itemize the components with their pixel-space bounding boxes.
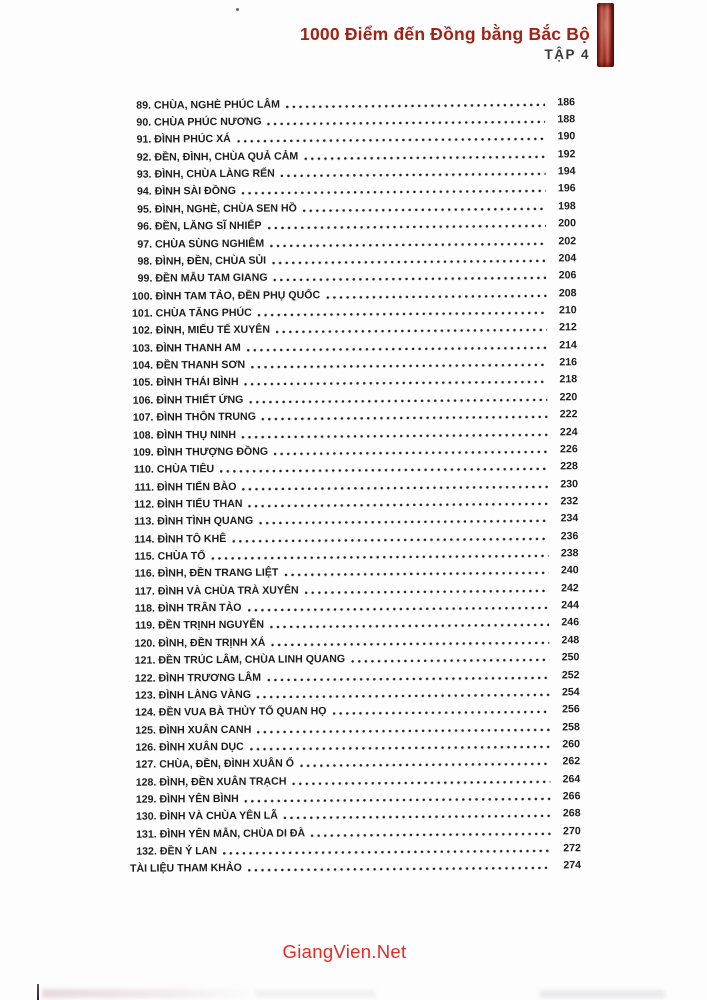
toc-entry-title: ĐÌNH VÀ CHÙA TRÀ XUYÊN bbox=[157, 584, 299, 598]
dot-leader bbox=[259, 520, 548, 525]
dot-leader bbox=[232, 537, 548, 542]
toc-entry-number: 107. bbox=[132, 411, 154, 424]
toc-entry-title: ĐÌNH THÔN TRUNG bbox=[156, 410, 256, 424]
toc-entry-page: 236 bbox=[560, 529, 579, 543]
toc-entry-page: 264 bbox=[562, 772, 581, 786]
toc-entry-page: 274 bbox=[563, 859, 582, 872]
toc-entry-page: 242 bbox=[561, 581, 579, 595]
toc-entry-title: ĐỀN, LĂNG SĨ NHIẾP bbox=[154, 219, 262, 233]
dot-leader bbox=[257, 693, 550, 698]
dot-leader bbox=[245, 381, 548, 386]
dot-leader bbox=[248, 867, 551, 872]
toc-entry-number: 127. bbox=[135, 758, 157, 772]
toc-entry-number: 98. bbox=[137, 255, 153, 268]
toc-entry-title: ĐÌNH LÀNG VÀNG bbox=[158, 688, 252, 702]
toc-entry-page: 250 bbox=[561, 651, 580, 664]
dot-leader bbox=[270, 242, 546, 247]
toc-entry-page: 204 bbox=[558, 252, 577, 265]
dot-leader bbox=[326, 294, 546, 299]
dot-leader bbox=[276, 329, 547, 334]
dot-leader bbox=[303, 207, 546, 212]
toc-entry-title: ĐÌNH TIẾN BÀO bbox=[156, 480, 237, 494]
toc-entry-page: 246 bbox=[561, 616, 580, 629]
toc-entry-page: 202 bbox=[558, 234, 577, 247]
dot-leader bbox=[305, 589, 549, 594]
toc-entry-page: 272 bbox=[563, 842, 581, 855]
dot-leader bbox=[242, 485, 548, 490]
toc-entry-page: 260 bbox=[562, 738, 581, 751]
dot-leader bbox=[249, 398, 547, 403]
toc-list bbox=[121, 93, 581, 878]
toc-entry-title: ĐÌNH, ĐỀN XUÂN TRẠCH bbox=[159, 775, 287, 789]
toc-entry-number: 91. bbox=[136, 133, 152, 147]
toc-entry-title: ĐÌNH THỤ NINH bbox=[156, 428, 237, 442]
toc-entry-page: 218 bbox=[559, 373, 578, 386]
dot-leader bbox=[237, 138, 545, 143]
toc-entry-page: 220 bbox=[559, 391, 578, 404]
dot-leader bbox=[223, 850, 551, 856]
toc-entry-number: 100. bbox=[131, 290, 153, 303]
dot-leader bbox=[258, 311, 547, 316]
toc-entry-page: 262 bbox=[562, 755, 581, 768]
toc-entry-page: 208 bbox=[558, 286, 577, 299]
toc-entry-page: 192 bbox=[557, 147, 576, 161]
toc-entry-title: ĐÌNH SÀI ĐỒNG bbox=[154, 185, 236, 199]
toc-entry-number: 93. bbox=[136, 168, 152, 181]
toc-entry-number: 121. bbox=[134, 654, 156, 667]
toc-entry-number: 115. bbox=[134, 550, 155, 563]
toc-entry-page: 258 bbox=[562, 720, 580, 733]
toc-entry-number: 96. bbox=[137, 220, 153, 233]
toc-entry-page: 194 bbox=[557, 165, 576, 178]
toc-entry-title: ĐÌNH, MIẾU TẾ XUYÊN bbox=[155, 323, 271, 337]
toc-entry-title: ĐÌNH VÀ CHÙA YÊN LÃ bbox=[159, 809, 278, 823]
toc-entry-title: CHÙA TIÊU bbox=[156, 463, 215, 476]
toc-entry-title: CHÙA TỔ bbox=[157, 550, 206, 563]
dot-leader bbox=[284, 572, 548, 577]
dot-leader bbox=[268, 225, 546, 230]
dot-leader bbox=[292, 780, 550, 785]
dot-leader bbox=[286, 103, 545, 108]
dot-leader bbox=[300, 763, 550, 768]
toc-entry-number: 130. bbox=[135, 810, 157, 824]
toc-entry-number: 119. bbox=[135, 619, 156, 633]
toc-entry-number: 97. bbox=[137, 238, 153, 251]
toc-entry-title: ĐỀN MẪU TAM GIANG bbox=[155, 271, 268, 285]
toc-entry-page: 198 bbox=[558, 200, 576, 213]
toc-entry-title: ĐỀN TRỊNH NGUYỄN bbox=[158, 619, 265, 632]
toc-entry-page: 206 bbox=[558, 269, 577, 282]
toc-entry-title: ĐÌNH THIẾT ỨNG bbox=[156, 393, 244, 407]
toc-entry-page: 228 bbox=[560, 460, 578, 473]
toc-entry-title: ĐÌNH, ĐỀN TRANG LIỆT bbox=[157, 566, 279, 580]
toc-entry-page: 186 bbox=[557, 95, 576, 109]
toc-entry-title: CHÙA, ĐỀN, ĐÌNH XUÂN Ổ bbox=[159, 757, 295, 771]
toc-entry-number: 128. bbox=[135, 776, 157, 789]
dot-leader bbox=[251, 364, 547, 369]
toc-entry-number: 89. bbox=[136, 99, 152, 112]
toc-entry-title: ĐÌNH TÌNH QUANG bbox=[157, 515, 254, 528]
toc-entry-title: ĐÌNH THÁI BÌNH bbox=[156, 376, 239, 389]
toc-entry-page: 256 bbox=[562, 703, 580, 716]
toc-entry-title: ĐÌNH PHÚC XÁ bbox=[154, 133, 231, 146]
dot-leader bbox=[247, 346, 547, 351]
toc-entry-number: 94. bbox=[136, 186, 152, 199]
dot-leader bbox=[220, 468, 548, 474]
toc-entry-number: 99. bbox=[137, 272, 153, 285]
dot-leader bbox=[248, 502, 548, 507]
toc-entry-title: CHÙA PHÚC NƯƠNG bbox=[154, 115, 262, 129]
toc-entry-title: ĐÌNH YÊN MẪN, CHÙA DI ĐÀ bbox=[159, 827, 306, 841]
dot-leader bbox=[267, 676, 549, 681]
toc-entry-page: 188 bbox=[557, 113, 576, 126]
toc-entry-title: CHÙA TĂNG PHÚC bbox=[155, 306, 252, 320]
toc-entry-title: ĐÌNH TRƯƠNG LÂM bbox=[158, 671, 262, 685]
toc-entry-page: 224 bbox=[559, 425, 578, 438]
dot-leader bbox=[250, 745, 550, 750]
dot-leader bbox=[270, 624, 549, 629]
dot-leader bbox=[311, 832, 551, 837]
toc-entry-page: 252 bbox=[561, 668, 580, 681]
dot-leader bbox=[281, 173, 546, 178]
toc-entry-title: CHÙA SÙNG NGHIÊM bbox=[155, 237, 265, 251]
toc-entry-page: 190 bbox=[557, 130, 576, 143]
toc-entry-title: ĐÌNH, CHÙA LÀNG RẾN bbox=[154, 167, 275, 181]
dot-leader bbox=[271, 641, 549, 646]
toc-entry-title: ĐÌNH, ĐỀN, CHÙA SỦI bbox=[155, 254, 267, 268]
toc-entry-title: ĐỀN Ỷ LAN bbox=[159, 845, 218, 858]
toc-entry-number: 103. bbox=[132, 342, 153, 355]
toc-entry-page: 200 bbox=[558, 217, 576, 230]
volume-label: TẬP 4 bbox=[544, 47, 590, 62]
toc-entry-number: 101. bbox=[131, 307, 153, 320]
toc-row bbox=[127, 857, 581, 878]
dot-leader bbox=[274, 277, 547, 282]
dot-leader bbox=[333, 711, 550, 716]
toc-entry-title: ĐÌNH, NGHÈ, CHÙA SEN HỒ bbox=[154, 202, 297, 216]
dot-leader bbox=[351, 659, 549, 664]
toc-entry-page: 244 bbox=[561, 599, 579, 612]
toc-entry-title: ĐÌNH, ĐỀN TRỊNH XÁ bbox=[158, 636, 266, 650]
toc-entry-number: 92. bbox=[136, 151, 152, 164]
toc-entry-number: 123. bbox=[134, 689, 156, 702]
page-header bbox=[300, 24, 590, 62]
toc-entry-number: 113. bbox=[134, 515, 155, 529]
dot-leader bbox=[304, 155, 545, 160]
dot-leader bbox=[248, 607, 549, 612]
toc-entry-number: 131. bbox=[136, 828, 157, 841]
scan-speck bbox=[236, 8, 239, 11]
toc-entry-number: 118. bbox=[134, 602, 156, 615]
toc-entry-title: ĐÌNH THƯỢNG ĐỒNG bbox=[156, 445, 269, 459]
toc-entry-number: 120. bbox=[134, 637, 156, 650]
toc-entry-number: 111. bbox=[134, 481, 155, 494]
scan-smudge bbox=[255, 990, 375, 997]
toc-entry-number: 102. bbox=[132, 324, 153, 338]
toc-entry-page: 222 bbox=[559, 408, 578, 421]
toc-entry-page: 248 bbox=[561, 634, 580, 647]
toc-entry-title: ĐÌNH TIẾU THAN bbox=[157, 497, 243, 511]
dot-leader bbox=[268, 120, 546, 125]
toc-entry-number: 95. bbox=[137, 203, 152, 216]
toc-entry-page: 232 bbox=[560, 495, 579, 508]
toc-entry-number: 124. bbox=[135, 706, 156, 719]
toc-entry-title: ĐỀN, ĐÌNH, CHÙA QUẢ CẢM bbox=[154, 150, 299, 164]
decorative-red-bar bbox=[597, 3, 614, 67]
dot-leader bbox=[242, 190, 546, 195]
toc-entry-title: CHÙA, NGHÈ PHÚC LÂM bbox=[153, 98, 281, 112]
toc-entry-title: TÀI LIỆU THAM KHẢO bbox=[129, 862, 242, 876]
toc-entry-page: 270 bbox=[562, 824, 581, 838]
toc-entry-page: 254 bbox=[561, 686, 580, 699]
dot-leader bbox=[272, 259, 546, 264]
toc-entry-title: ĐÌNH YÊN BÌNH bbox=[159, 792, 239, 806]
dot-leader bbox=[284, 815, 551, 820]
toc-entry-page: 196 bbox=[557, 182, 576, 195]
watermark-text: GiangVien.Net bbox=[282, 941, 407, 962]
dot-leader bbox=[211, 554, 548, 560]
toc-entry-number: 114. bbox=[134, 533, 155, 546]
dot-leader bbox=[274, 450, 548, 455]
toc-entry-number: 106. bbox=[132, 394, 154, 407]
toc-entry-page: 212 bbox=[559, 321, 577, 334]
toc-entry-number: 129. bbox=[135, 793, 157, 806]
toc-entry-title: ĐỀN TRÚC LÂM, CHÙA LINH QUANG bbox=[158, 653, 346, 667]
toc-entry-page: 266 bbox=[562, 790, 581, 803]
toc-entry-title: ĐÌNH XUÂN DỤC bbox=[159, 740, 244, 754]
dot-leader bbox=[257, 728, 550, 733]
toc-entry-number: 110. bbox=[133, 463, 154, 476]
toc-entry-title: ĐÌNH TAM TẢO, ĐỀN PHỤ QUỐC bbox=[155, 288, 321, 303]
toc-entry-page: 268 bbox=[562, 807, 581, 820]
dot-leader bbox=[245, 797, 551, 802]
book-title: 1000 Điểm đến Đồng bằng Bắc Bộ bbox=[300, 24, 590, 44]
toc-entry-number: 104. bbox=[132, 359, 154, 372]
toc-entry-number: 132. bbox=[136, 845, 157, 858]
toc-entry-number: 90. bbox=[136, 116, 152, 129]
toc-entry-page: 238 bbox=[560, 547, 579, 560]
toc-entry-number: 108. bbox=[132, 429, 154, 442]
toc-entry-page: 230 bbox=[560, 477, 579, 490]
toc-entry-page: 226 bbox=[559, 443, 578, 456]
dot-leader bbox=[242, 433, 548, 438]
toc-entry-title: ĐÌNH THANH AM bbox=[155, 341, 241, 355]
toc-entry-number: 126. bbox=[135, 741, 157, 754]
toc-entry-title: ĐÌNH TÔ KHÊ bbox=[157, 532, 227, 546]
toc-entry-number: 116. bbox=[134, 567, 155, 581]
toc-entry-number: 105. bbox=[132, 376, 154, 390]
toc-entry-title: ĐỀN VUA BÀ THỦY TỔ QUAN HỌ bbox=[158, 705, 327, 719]
toc-entry-title: ĐÌNH TRÂN TẢO bbox=[157, 601, 242, 615]
scan-edge-mark bbox=[37, 984, 39, 1000]
toc-entry-number: 109. bbox=[133, 446, 154, 459]
toc-entry-number: 125. bbox=[135, 724, 156, 737]
toc-entry-title: ĐÌNH XUÂN CANH bbox=[158, 723, 252, 737]
toc-entry-page: 234 bbox=[560, 512, 579, 525]
toc-entry-page: 210 bbox=[558, 304, 577, 317]
scan-smudge bbox=[42, 989, 257, 998]
toc-entry-number: 112. bbox=[134, 498, 155, 511]
scan-smudge bbox=[540, 990, 665, 998]
toc-entry-number: 122. bbox=[134, 672, 156, 685]
toc-entry-page: 216 bbox=[559, 356, 578, 369]
toc-entry-page: 214 bbox=[559, 338, 577, 352]
toc-entry-number: 117. bbox=[134, 585, 155, 598]
dot-leader bbox=[262, 416, 548, 421]
toc-entry-page: 240 bbox=[560, 564, 579, 577]
toc-entry-title: ĐỀN THANH SƠN bbox=[156, 358, 246, 372]
